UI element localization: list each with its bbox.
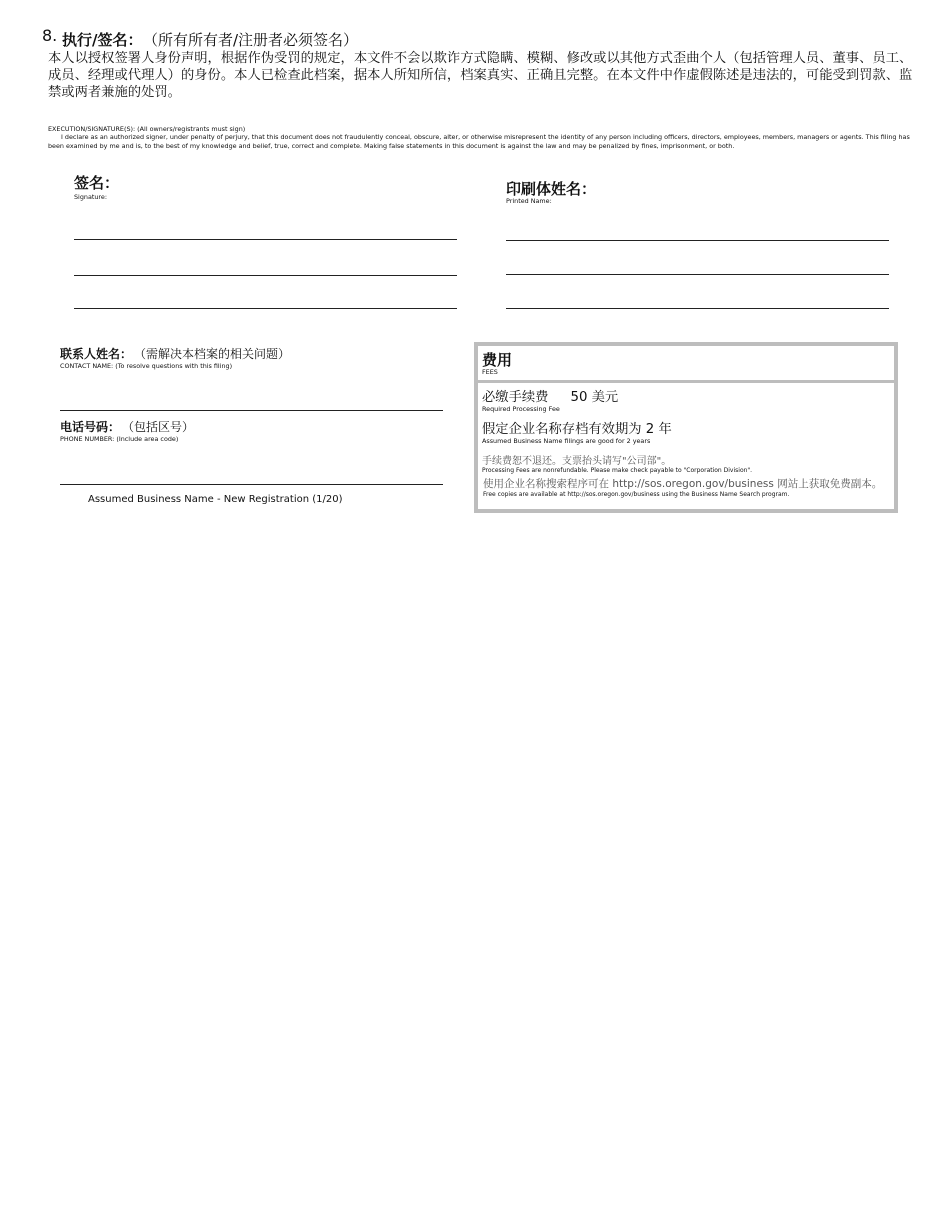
contact-note-zh: （需解决本档案的相关问题）: [140, 347, 291, 361]
validity-zh: 假定企业名称存档有效期为 2 年: [482, 422, 672, 437]
section-title-zh: 执行/签名：: [62, 31, 143, 49]
contact-label-zh: 联系人姓名：: [60, 347, 133, 361]
signature-line-2[interactable]: [74, 275, 457, 276]
copies-en: Free copies are available at http://sos.oregon.gov/business using the Business Name Search program.: [483, 491, 790, 498]
validity-en: Assumed Business Name filings are good for 2 years: [482, 437, 651, 445]
fees-title-en: FEES: [482, 368, 498, 376]
signature-label-zh: 签名：: [74, 174, 120, 192]
refund-note: [482, 452, 752, 474]
required-fee: [482, 386, 618, 413]
printed-name-label: [506, 178, 596, 205]
contact-name-label: [60, 345, 290, 370]
signature-label-en: Signature:: [74, 193, 107, 201]
declaration-en: I declare as an authorized signer, under penalty of perjury, that this document does not fraudulently conceal, obscure, alter, or otherwise misrepresent the identity of any person including officers, directors, employees, members, managers or agents. This filing has been examined by me and is, to the best of my knowledge and belief, true, correct and complete. Making false statements in this document is against the law and may be penalized by fines, imprisonment, or both.: [48, 133, 910, 151]
printed-name-line-2[interactable]: [506, 274, 889, 275]
required-fee-zh: 必缴手续费: [482, 390, 549, 405]
signature-line-3[interactable]: [74, 308, 457, 309]
printed-name-label-zh: 印刷体姓名：: [506, 180, 597, 198]
signature-label: [74, 172, 119, 201]
required-fee-amount: 50 美元: [570, 390, 619, 405]
validity: [482, 418, 672, 445]
required-fee-en: Required Processing Fee: [482, 405, 560, 413]
phone-label-zh: 电话号码：: [60, 420, 121, 434]
refund-en: Processing Fees are nonrefundable. Please make check payable to "Corporation Division".: [482, 467, 753, 474]
fees-box: [474, 342, 898, 513]
contact-label-en: CONTACT NAME: (To resolve questions with this filing): [60, 362, 233, 370]
section-number: 8.: [42, 26, 58, 45]
contact-name-line[interactable]: [60, 410, 443, 411]
phone-label: [60, 418, 194, 443]
declaration-zh: 本人以授权签署人身份声明，根据作伪受罚的规定，本文件不会以欺诈方式隐瞒、模糊、修改或以其他方式歪曲个人（包括管理人员、董事、员工、成员、经理或代理人）的身份。本人已检查此档案，据本人所知所信，档案真实、正确且完整。在本文件中作虚假陈述是违法的，可能受到罚款、监禁或两者兼施的处罚。: [48, 51, 913, 100]
fees-header: [478, 346, 894, 383]
phone-label-en: PHONE NUMBER: (Include area code): [60, 435, 179, 443]
section-title-note: （所有所有者/注册者必须签名）: [150, 31, 359, 49]
fees-title-zh: 费用: [482, 351, 513, 369]
form-footer: Assumed Business Name - New Registration (1/20): [88, 494, 343, 505]
copies-note: [483, 476, 891, 498]
printed-name-label-en: Printed Name:: [506, 197, 552, 205]
execution-title-en: EXECUTION/SIGNATURE(S): (All owners/registrants must sign): [48, 125, 246, 133]
section-title: [62, 29, 358, 50]
signature-line-1[interactable]: [74, 239, 457, 240]
copies-zh: 使用企业名称搜索程序可在 http://sos.oregon.gov/business 网站上获取免费副本。: [483, 478, 883, 490]
phone-line[interactable]: [60, 484, 443, 485]
printed-name-line-1[interactable]: [506, 240, 889, 241]
refund-zh: 手续费恕不退还。支票抬头请写"公司部"。: [482, 456, 672, 467]
phone-note-zh: （包括区号）: [128, 420, 195, 434]
printed-name-line-3[interactable]: [506, 308, 889, 309]
